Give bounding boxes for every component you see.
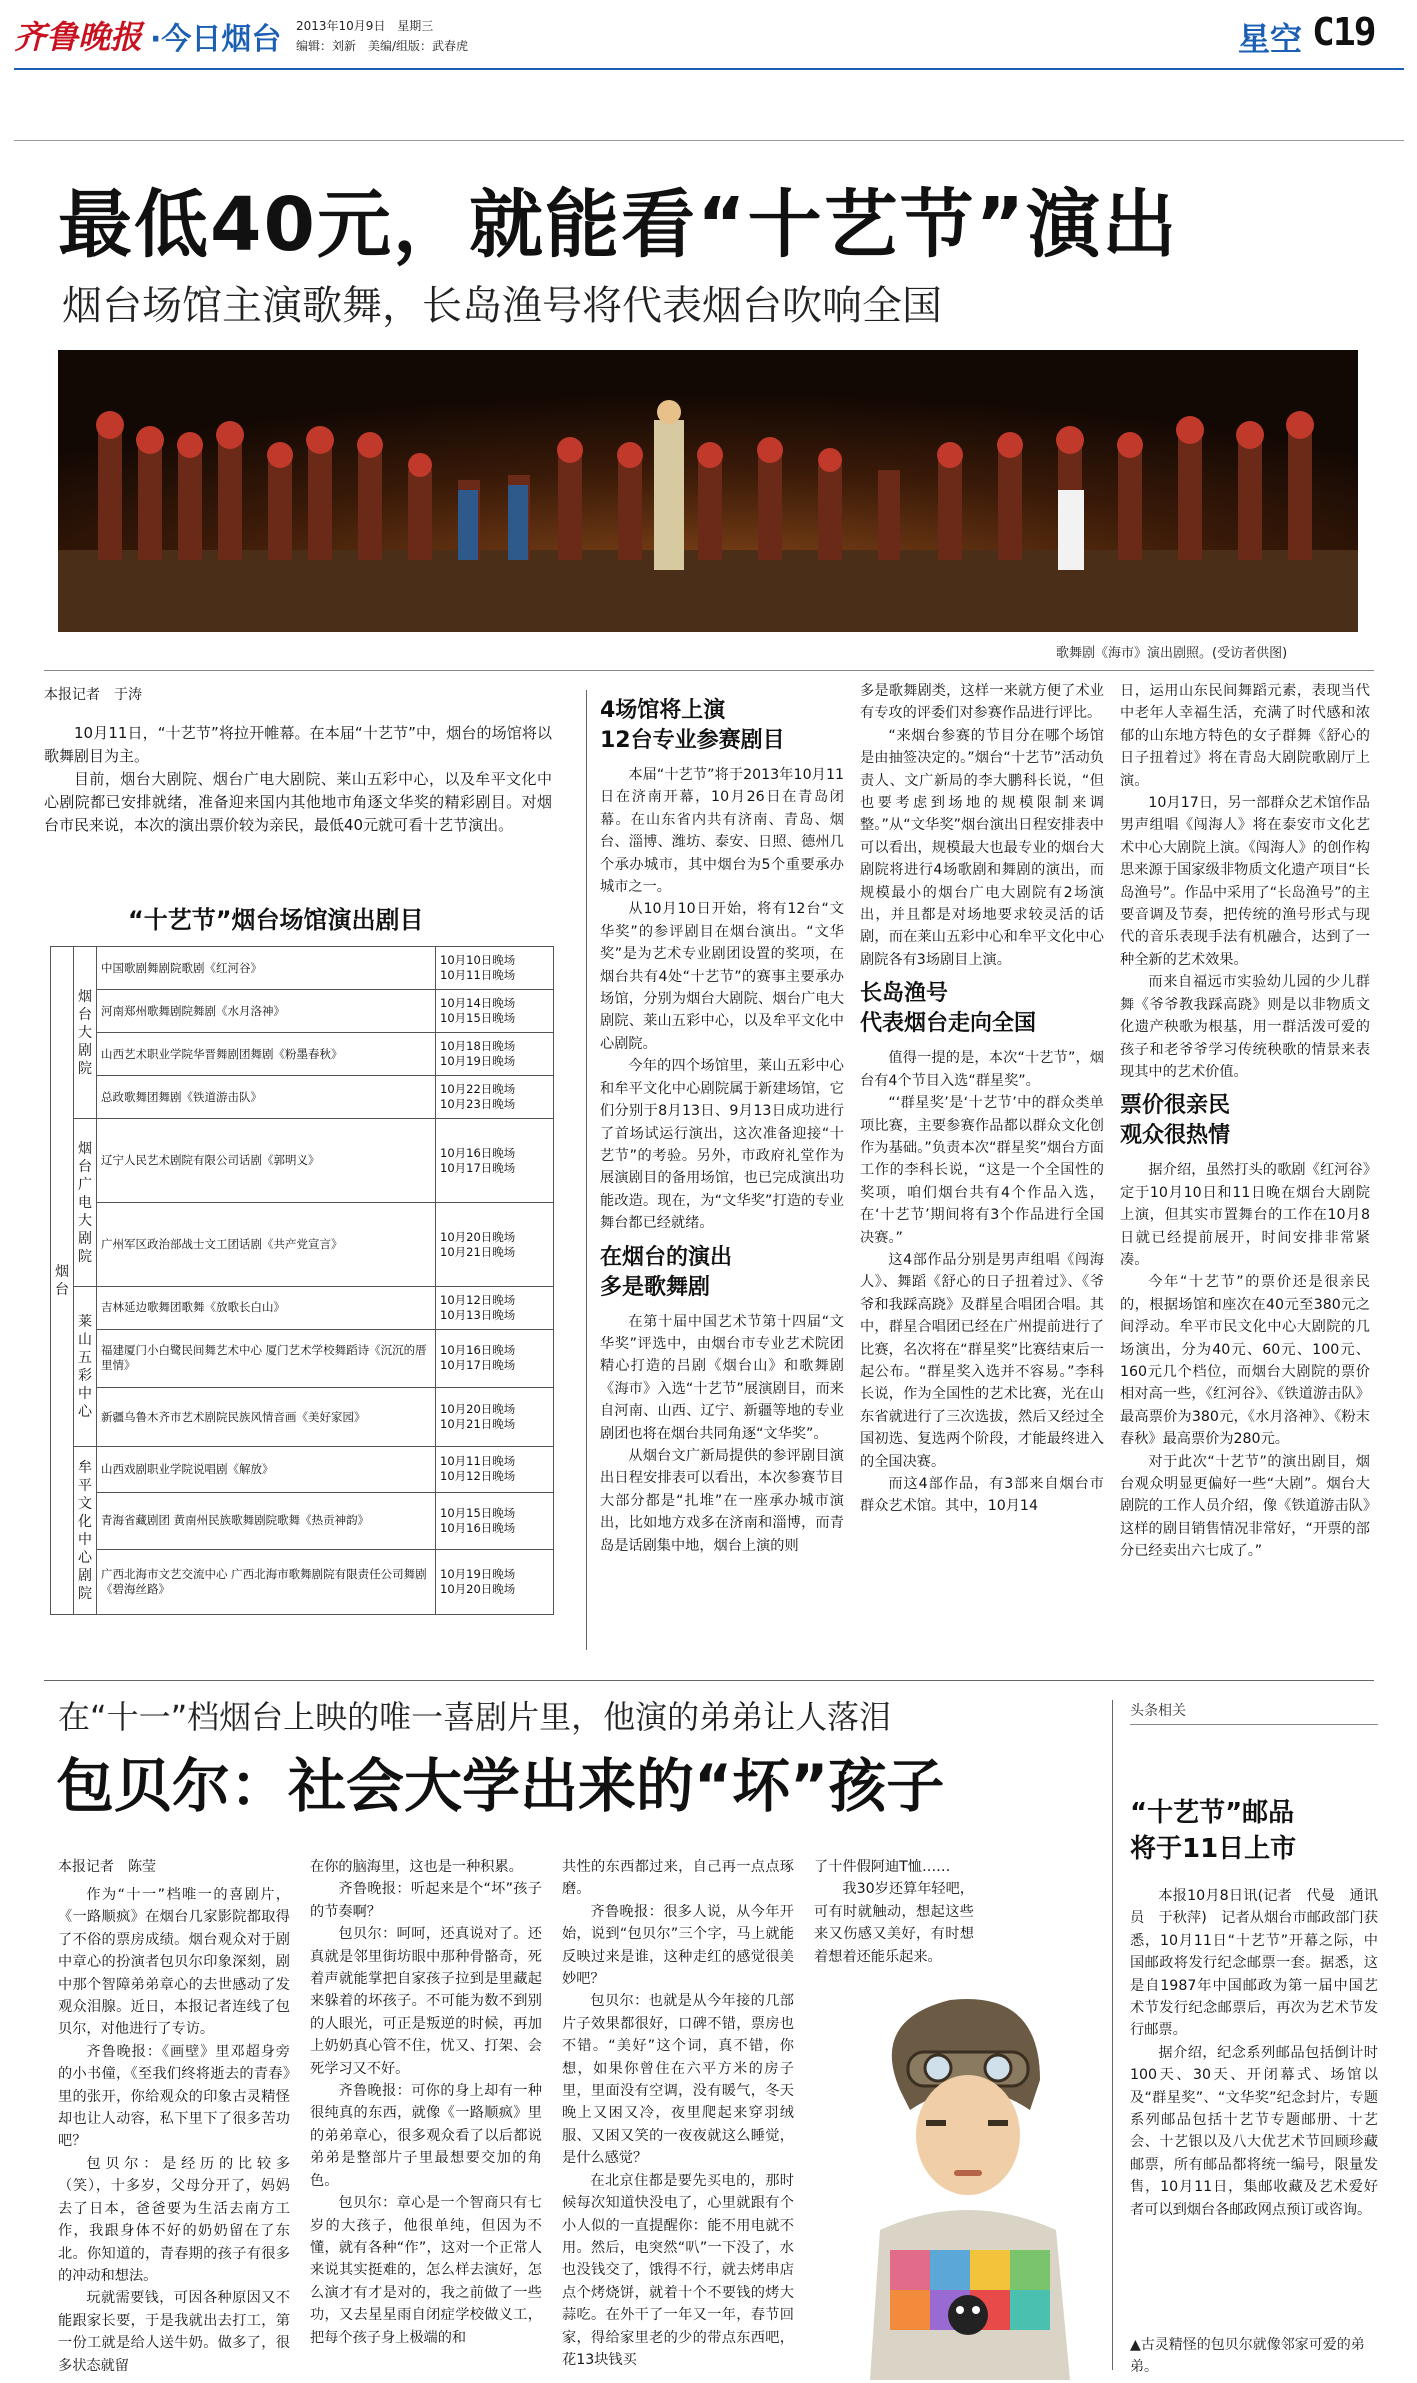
paragraph: 作为“十一”档唯一的喜剧片，《一路顺疯》在烟台几家影院都取得了不俗的票房成绩。烟台观众对于剧中章心的扮演者包贝尔印象深刻，剧中那个智障弟弟章心的去世感动了发观众泪腺。近日，本报记者连线了包贝尔，对他进行了专访。 [58,1887,290,2038]
dates-cell: 10月22日晚场 10月23日晚场 [436,1076,554,1119]
schedule-table [50,946,554,1615]
lead-headline: 最低40元，就能看“十艺节”演出 [58,182,1179,268]
program-cell: 总政歌舞团舞剧《铁道游击队》 [97,1076,436,1119]
masthead-rule-thin [14,140,1404,141]
paragraph: 玩就需要钱，可因各种原因又不能跟家长要，于是我就出去打工，第一份工就是给人送牛奶。做多了，很多状态就留 [58,2290,290,2374]
stage-photo [58,350,1358,632]
venue-name: 烟台广电大剧院 [74,1119,97,1287]
program-cell: 广州军区政治部战士文工团话剧《共产党宣言》 [97,1203,436,1287]
sidebar-title: 将于11日上市 [1130,1834,1297,1864]
program-cell: 青海省藏剧团 黄南州民族歌舞剧院歌舞《热贡神韵》 [97,1492,436,1549]
program-cell: 河南郑州歌舞剧院舞剧《水月洛神》 [97,990,436,1033]
dates-cell: 10月15日晚场 10月16日晚场 [436,1492,554,1549]
dates-cell: 10月18日晚场 10月19日晚场 [436,1033,554,1076]
venue-name: 烟台大剧院 [74,947,97,1119]
subheading: 观众很热情 [1120,1123,1231,1149]
paragraph: 在你的脑海里，这也是一种积累。 [310,1859,523,1875]
photo-caption: 歌舞剧《海市》演出剧照。(受访者供图) [1056,646,1288,661]
paragraph: 对于此次“十艺节”的演出剧目，烟台观众明显更偏好一些“大剧”。烟台大剧院的工作人员介绍，像《铁道游击队》这样的剧目销售情况非常好，“开票的部分已经卖出六七成了。” [1120,1453,1370,1560]
lead-column-4 [1120,680,1370,1563]
masthead [0,0,1417,140]
story-divider [44,1680,1374,1681]
second-headline: 包贝尔：社会大学出来的“坏”孩子 [56,1752,945,1820]
second-kicker: 在“十一”档烟台上映的唯一喜剧片里，他演的弟弟让人落泪 [58,1698,892,1736]
paragraph: 在北京住都是要先买电的，那时候每次知道快没电了，心里就跟有个小人似的一直提醒你：能不用电就不用。然后，电突然“叭”一下没了，水也没钱交了，饿得不行，就去烤串店点个烤烧饼，就着十个不要钱的烤大蒜吃。在外干了一年又一年，春节回家，得给家里老的少的带点东西吧，花13块钱买 [562,2172,794,2368]
program-cell: 辽宁人民艺术剧院有限公司话剧《郭明义》 [97,1119,436,1203]
second-byline: 本报记者 陈莹 [58,1859,156,1875]
subheading: 在烟台的演出 [600,1244,733,1270]
venue-name: 莱山五彩中心 [74,1287,97,1447]
page-number: C19 [1312,10,1375,54]
paragraph: 而来自福远市实验幼儿园的少儿群舞《爷爷教我踩高跷》则是以非物质文化遗产秧歌为根基，用一群活泼可爱的孩子和老爷爷学习传统秧歌的情景来表现其中的艺术价值。 [1120,974,1370,1080]
venue-name: 牟平文化中心剧院 [74,1447,97,1615]
section-tag: 星空 [1238,20,1303,58]
program-cell: 山西戏剧职业学院说唱剧《解放》 [97,1447,436,1493]
program-cell: 福建厦门小白鹭民间舞艺术中心 厦门艺术学校舞蹈诗《沉沉的厝里情》 [97,1329,436,1388]
dates-cell: 10月19日晚场 10月20日晚场 [436,1549,554,1614]
lead-intro [44,722,552,837]
dates-cell: 10月14日晚场 10月15日晚场 [436,990,554,1033]
paragraph: 本届“十艺节”将于2013年10月11日在济南开幕，10月26日在青岛闭幕。在山东省内共有济南、青岛、烟台、淄博、潍坊、泰安、日照、德州几个承办城市，其中烟台为5个重要承办城市之一。 [600,767,844,896]
program-cell: 广西北海市文艺交流中心 广西北海市歌舞剧院有限责任公司舞剧《碧海丝路》 [97,1549,436,1614]
intro-paragraph: 目前，烟台大剧院、烟台广电大剧院、莱山五彩中心，以及牟平文化中心剧院都已安排就绪，准备迎来国内其他地市角逐文华奖的精彩剧目。对烟台市民来说，本次的演出票价较为亲民，最低40元就可看十艺节演出。 [44,770,552,834]
table-city: 烟台 [51,947,74,1615]
dates-cell: 10月20日晚场 10月21日晚场 [436,1203,554,1287]
paragraph: 包贝尔：章心是一个智商只有七岁的大孩子，他很单纯，但因为不懂，就有各种“作”，这对一个正常人来说其实挺难的，怎么样去演好，怎么演才有才是对的，我之前做了一些功，又去星星雨自闭症学校做义工，把每个孩子身上极端的和 [310,2195,542,2346]
paragraph: 据介绍，纪念系列邮品包括倒计时100天、30天、开闭幕式、场馆以及“群星奖”、“文华奖”纪念封片，专题系列邮品包括十艺节专题邮册、十艺会、十艺银以及八大优艺术节回顾珍藏邮票，所有邮品都将统一编号，限量发售，10月11日，集邮收藏及艺术爱好者可以到烟台各邮政网点预订或咨询。 [1130,2044,1378,2218]
lead-subhead: 烟台场馆主演歌舞，长岛渔号将代表烟台吹响全国 [62,283,942,329]
paper-name: 齐鲁晚报 [14,18,143,56]
program-cell: 新疆乌鲁木齐市艺术剧院民族风情音画《美好家园》 [97,1388,436,1447]
paragraph: 在第十届中国艺术节第十四届“文华奖”评选中，由烟台市专业艺术院团精心打造的吕剧《烟台山》和歌舞剧《海市》入选“十艺节”展演剧目，而来自河南、山西、辽宁、新疆等地的专业剧团也将在烟台共同角逐“文华奖”。 [600,1313,844,1442]
paragraph: 据介绍，虽然打头的歌剧《红河谷》定于10月10日和11日晚在烟台大剧院上演，但其实市置舞台的工作在10月8日就已经提前展开，时间安排非常紧凑。 [1120,1162,1370,1268]
paragraph: 包贝尔：是经历的比较多（笑），十多岁，父母分开了，妈妈去了日本，爸爸要为生活去南方工作，我跟身体不好的奶奶留在了东北。你知道的，青春期的孩子有很多的冲动和想法。 [58,2155,290,2284]
editors: 编辑：刘新 美编/组版：武春虎 [296,39,469,53]
lead-byline: 本报记者 于涛 [44,687,142,703]
paragraph: 齐鲁晚报：很多人说，从今年开始，说到“包贝尔”三个字，马上就能反映过来是谁，这种走红的感觉很美妙吧？ [562,1903,794,1988]
paragraph: 我30岁还算年轻吧，可有时就触动，想起这些来又伤感又美好，有时想着想着还能乐起来。 [814,1881,974,1965]
paragraph: 齐鲁晚报：听起来是个“坏”孩子的节奏啊？ [310,1881,542,1920]
paragraph: 共性的东西都过来，自己再一点点琢磨。 [562,1859,794,1898]
paragraph: 齐鲁晚报：可你的身上却有一种很纯真的东西，就像《一路顺疯》里的弟弟章心，很多观众看了以后都说弟弟是整部片子里最想要交加的角色。 [310,2083,542,2189]
lead-column-3 [860,680,1104,1518]
issue-weekday: 星期三 [397,19,434,33]
schedule-table-title: “十艺节”烟台场馆演出剧目 [128,906,424,934]
paragraph: 今年“十艺节”的票价还是很亲民的，根据场馆和座次在40元至380元之间浮动。牟平市民文化中心大剧院的几场演出，分为40元、60元、100元、160元几个档位，而烟台大剧院的票价相对高一些，《红河谷》、《铁道游击队》最高票价为380元，《水月洛神》、《粉末春秋》最高票价为280元。 [1120,1274,1370,1448]
section-name: ·今日烟台 [150,22,282,57]
paragraph: 多是歌舞剧类，这样一来就方便了术业有专攻的评委们对参赛作品进行评比。 [860,683,1104,722]
dates-cell: 10月11日晚场 10月12日晚场 [436,1447,554,1493]
sidebar-rule [1112,1700,1113,2370]
second-column-2 [310,1856,542,2349]
paragraph: 10月17日，另一部群众艺术馆作品男声组唱《闯海人》将在泰安市文化艺术中心大剧院上演。《闯海人》的创作构思来源于国家级非物质文化遗产项目“长岛渔号”。作品中采用了“长岛渔号”的主要音调及节奏，把传统的渔号形式与现代的音乐表现手法有机融合，达到了一种全新的艺术效果。 [1120,795,1370,968]
paragraph: 从烟台文广新局提供的参评剧目演出日程安排表可以看出，本次参赛节目大部分都是“扎堆”在一座承办城市演出，比如地方戏多在济南和淄博，而青岛是话剧集中地，烟台上演的则 [600,1447,844,1554]
paragraph: 今年的四个场馆里，莱山五彩中心和牟平文化中心剧院属于新建场馆，它们分别于8月13日、9月13日成功进行了首场试运行演出，这次准备迎接“十艺节”的考验。另外，市政府礼堂作为展演剧目的备用场馆，也已完成演出功能改造。现在，为“文华奖”打造的专业舞台都已经就绪。 [600,1058,844,1232]
program-cell: 中国歌剧舞剧院歌剧《红河谷》 [97,947,436,990]
paragraph: 这4部作品分别是男声组唱《闯海人》、舞蹈《舒心的日子扭着过》、《爷爷和我踩高跷》及群星合唱团合唱。其中，群星合唱团已经在广州提前进行了比赛，名次将在“群星奖”比赛结束后一起公布。“群星奖入选并不容易。”李科长说，作为全国性的艺术比赛，光在山东省就进行了三次选拔，然后又经过全国初选、复选两个阶段，才能最终进入的全国决赛。 [860,1251,1104,1470]
second-column-1 [58,1884,290,2377]
masthead-rule [14,68,1404,70]
lead-column-2 [600,696,844,1557]
dates-cell: 10月16日晚场 10月17日晚场 [436,1329,554,1388]
second-column-3 [562,1856,794,2371]
issue-date: 2013年10月9日 [296,19,386,33]
subheading: 12台专业参赛剧目 [600,728,785,753]
paragraph: 日，运用山东民间舞蹈元素，表现当代中老年人幸福生活，充满了时代感和浓郁的山东地方特色的女子群舞《舒心的日子扭着过》将在青岛大剧院歌剧厅上演。 [1120,683,1370,789]
paragraph: 本报10月8日讯(记者 代曼 通讯员 于秋萍) 记者从烟台市邮政部门获悉，10月11日“十艺节”开幕之际，中国邮政将发行纪念邮票一套。据悉，这是自1987年中国邮政为第一届中国艺术节发行纪念邮票后，再次为艺术节发行邮票。 [1130,1888,1378,2039]
sidebar [1130,1700,1378,2221]
dates-cell: 10月16日晚场 10月17日晚场 [436,1119,554,1203]
program-cell: 山西艺术职业学院华晋舞剧团舞剧《粉墨春秋》 [97,1033,436,1076]
subheading: 多是歌舞剧 [600,1274,711,1300]
subheading: 长岛渔号 [860,981,949,1007]
column-rule [586,690,587,1650]
dates-cell: 10月12日晚场 10月13日晚场 [436,1287,554,1330]
second-column-4 [814,1856,974,1968]
sidebar-title: “十艺节”邮品 [1130,1798,1295,1828]
paragraph: 包贝尔：呵呵，还真说对了。还真就是邻里街坊眼中那种骨骼奇，死着声就能掌把自家孩子拉到是里藏起来躲着的坏孩子。不可能为数不到别的人眼光，可正是叛逆的时候，再加上奶奶真心管不住，忧又、打架、会死学习又不好。 [310,1926,542,2077]
subheading: 票价很亲民 [1120,1093,1231,1119]
paragraph: “来烟台参赛的节目分在哪个场馆是由抽签决定的。”烟台“十艺节”活动负责人、文广新局的李大鹏科长说，“但也要考虑到场地的规模限制来调整。”从“文华奖”烟台演出日程安排表中可以看出，规模最大也最专业的烟台大剧院将进行4场歌剧和舞剧的演出，而规模最小的烟台广电大剧院有2场演出，并且都是对场地要求较灵活的话剧，而在莱山五彩中心和牟平文化中心剧院各有3场剧目上演。 [860,727,1104,968]
sidebar-label: 头条相关 [1130,1700,1378,1725]
paragraph: 齐鲁晚报：《画壁》里邓超身旁的小书僮，《至我们终将逝去的青春》里的张开，你给观众的印象古灵精怪却也让人动容，私下里下了很多苦功吧？ [58,2043,290,2150]
subheading: 代表烟台走向全国 [860,1011,1037,1037]
paragraph: 包贝尔：也就是从今年接的几部片子效果都很好，口碑不错，票房也不错。“美好”这个词，真不错，你想，如果你曾住在六平方米的房子里，里面没有空调，没有暖气，冬天晚上又困又冷，夜里爬起来穿羽绒服、又困又笑的一夜夜就这么睡觉，是什么感觉？ [562,1993,794,2167]
dates-cell: 10月10日晚场 10月11日晚场 [436,947,554,990]
program-cell: 吉林延边歌舞团歌舞《放歌长白山》 [97,1287,436,1330]
issue-date-line [296,18,433,34]
portrait-photo [830,1960,1106,2380]
subheading: 4场馆将上演 [600,698,726,723]
paragraph: 值得一提的是，本次“十艺节”，烟台有4个节目入选“群星奖”。 [860,1050,1104,1089]
paragraph: “‘群星奖’是‘十艺节’中的群众类单项比赛，主要参赛作品都以群众文化创作为基础。”负责本次“群星奖”烟台方面工作的李科长说，“这是一个全国性的奖项，咱们烟台共有4个作品入选，在‘十艺节’期间将有3个作品进行全国决赛。” [860,1095,1104,1246]
paragraph: 了十件假阿迪T恤…… [814,1859,951,1875]
intro-paragraph: 10月11日，“十艺节”将拉开帷幕。在本届“十艺节”中，烟台的场馆将以歌舞剧目为主。 [44,724,552,765]
paragraph: 而这4部作品，有3部来自烟台市群众艺术馆。其中，10月14 [860,1476,1104,1515]
dates-cell: 10月20日晚场 10月21日晚场 [436,1388,554,1447]
portrait-caption: ▲古灵精怪的包贝尔就像邻家可爱的弟弟。 [1130,2337,1365,2375]
paragraph: 从10月10日开始，将有12台“文华奖”的参评剧目在烟台演出。“文华奖”是为艺术专业剧团设置的奖项，在烟台共有4处“十艺节”的赛事主要承办场馆，分别为烟台大剧院、烟台广电大剧院、莱山五彩中心，以及牟平文化中心剧院。 [600,901,844,1052]
section-rule [44,670,1374,671]
